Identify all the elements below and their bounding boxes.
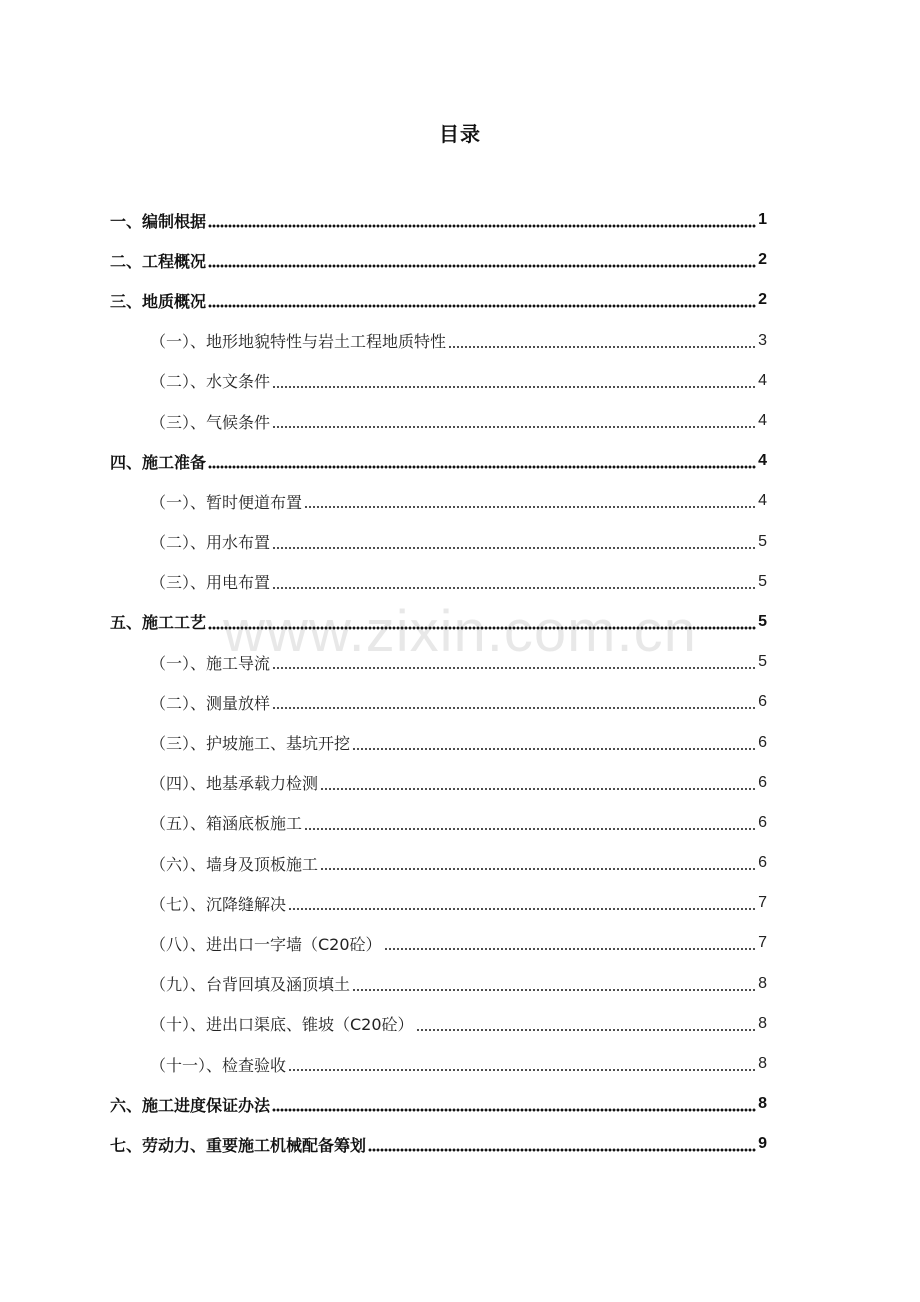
toc-entry-subsection[interactable] xyxy=(110,361,767,401)
toc-entry-subsection[interactable] xyxy=(110,883,767,923)
toc-page-number: 5 xyxy=(758,532,767,550)
toc-page-number: 6 xyxy=(758,854,767,872)
watermark: www.zixin.com.cn xyxy=(223,599,697,664)
toc-page-number: 4 xyxy=(758,452,767,470)
dot-leader xyxy=(448,333,756,349)
dot-leader xyxy=(208,252,756,268)
toc-page-number: 4 xyxy=(758,492,767,510)
table-of-contents xyxy=(110,200,767,1165)
toc-page-number: 6 xyxy=(758,733,767,751)
toc-entry-section[interactable] xyxy=(110,1124,767,1164)
toc-entry-section[interactable] xyxy=(110,441,767,481)
dot-leader xyxy=(272,413,756,429)
toc-page-number: 5 xyxy=(758,612,767,630)
toc-entry-subsection[interactable] xyxy=(110,923,767,963)
dot-leader xyxy=(272,694,756,710)
toc-entry-title: （八）、进出口一字墙（C20砼） xyxy=(150,934,382,954)
dot-leader xyxy=(352,976,756,992)
toc-page-number: 4 xyxy=(758,371,767,389)
toc-page-number: 6 xyxy=(758,813,767,831)
toc-entry-title: （九）、台背回填及涵顶填土 xyxy=(150,975,351,995)
toc-entry-title: （三）、用电布置 xyxy=(150,573,271,593)
dot-leader xyxy=(272,534,756,550)
toc-entry-subsection[interactable] xyxy=(110,682,767,722)
toc-entry-section[interactable] xyxy=(110,280,767,320)
toc-entry-subsection[interactable] xyxy=(110,763,767,803)
toc-entry-title: （二）、水文条件 xyxy=(150,372,271,392)
toc-page-number: 8 xyxy=(758,974,767,992)
toc-page-number: 8 xyxy=(758,1095,767,1113)
toc-entry-subsection[interactable] xyxy=(110,562,767,602)
toc-entry-subsection[interactable] xyxy=(110,321,767,361)
toc-entry-title: 一、编制根据 xyxy=(110,211,207,231)
toc-entry-title: 三、地质概况 xyxy=(110,291,207,311)
toc-entry-subsection[interactable] xyxy=(110,803,767,843)
toc-page-number: 3 xyxy=(758,331,767,349)
dot-leader xyxy=(272,654,756,670)
toc-entry-title: 七、劳动力、重要施工机械配备筹划 xyxy=(110,1135,367,1155)
toc-entry-title: 二、工程概况 xyxy=(110,251,207,271)
dot-leader xyxy=(208,292,756,308)
dot-leader xyxy=(288,1056,756,1072)
toc-page-number: 9 xyxy=(758,1135,767,1153)
dot-leader xyxy=(320,775,756,791)
dot-leader xyxy=(352,735,756,751)
toc-entry-subsection[interactable] xyxy=(110,1044,767,1084)
toc-entry-title: （一）、地形地貌特性与岩土工程地质特性 xyxy=(150,332,447,352)
dot-leader xyxy=(272,373,756,389)
dot-leader xyxy=(384,935,757,951)
dot-leader xyxy=(288,895,756,911)
toc-page-number: 6 xyxy=(758,693,767,711)
dot-leader xyxy=(208,212,756,228)
toc-entry-subsection[interactable] xyxy=(110,843,767,883)
toc-page-number: 5 xyxy=(758,653,767,671)
page-title: 目录 xyxy=(439,122,481,146)
toc-entry-title: （十一）、检查验收 xyxy=(150,1055,287,1075)
toc-entry-title: 四、施工准备 xyxy=(110,452,207,472)
toc-entry-title: （一）、暂时便道布置 xyxy=(150,492,303,512)
toc-entry-subsection[interactable] xyxy=(110,722,767,762)
toc-entry-title: （一）、施工导流 xyxy=(150,653,271,673)
toc-entry-subsection[interactable] xyxy=(110,522,767,562)
toc-entry-title: （七）、沉降缝解决 xyxy=(150,894,287,914)
dot-leader xyxy=(208,614,756,630)
toc-entry-title: 五、施工工艺 xyxy=(110,613,207,633)
toc-page-number: 8 xyxy=(758,1055,767,1073)
toc-entry-title: （二）、用水布置 xyxy=(150,533,271,553)
dot-leader xyxy=(304,493,756,509)
toc-page-number: 8 xyxy=(758,1014,767,1032)
dot-leader xyxy=(304,815,756,831)
toc-entry-title: （六）、墙身及顶板施工 xyxy=(150,854,319,874)
toc-entry-title: （二）、测量放样 xyxy=(150,693,271,713)
toc-page-number: 2 xyxy=(758,291,767,309)
toc-entry-section[interactable] xyxy=(110,200,767,240)
toc-entry-section[interactable] xyxy=(110,1084,767,1124)
toc-entry-subsection[interactable] xyxy=(110,642,767,682)
dot-leader xyxy=(320,855,756,871)
dot-leader xyxy=(272,1096,756,1112)
toc-page-number: 2 xyxy=(758,251,767,269)
toc-page-number: 6 xyxy=(758,773,767,791)
toc-entry-subsection[interactable] xyxy=(110,401,767,441)
dot-leader xyxy=(368,1136,756,1152)
toc-entry-subsection[interactable] xyxy=(110,964,767,1004)
toc-entry-subsection[interactable] xyxy=(110,1004,767,1044)
toc-entry-title: （五）、箱涵底板施工 xyxy=(150,814,303,834)
dot-leader xyxy=(208,453,756,469)
toc-entry-title: （四）、地基承载力检测 xyxy=(150,774,319,794)
toc-page-number: 7 xyxy=(758,934,767,952)
toc-entry-title: （三）、护坡施工、基坑开挖 xyxy=(150,734,351,754)
toc-page-number: 1 xyxy=(758,211,767,229)
toc-entry-title: 六、施工进度保证办法 xyxy=(110,1095,271,1115)
dot-leader xyxy=(416,1016,757,1032)
toc-entry-subsection[interactable] xyxy=(110,481,767,521)
toc-entry-section[interactable] xyxy=(110,240,767,280)
toc-page-number: 7 xyxy=(758,894,767,912)
toc-entry-title: （三）、气候条件 xyxy=(150,412,271,432)
dot-leader xyxy=(272,574,756,590)
toc-entry-section[interactable] xyxy=(110,602,767,642)
toc-page-number: 5 xyxy=(758,572,767,590)
toc-entry-title: （十）、进出口渠底、锥坡（C20砼） xyxy=(150,1015,414,1035)
toc-page-number: 4 xyxy=(758,412,767,430)
